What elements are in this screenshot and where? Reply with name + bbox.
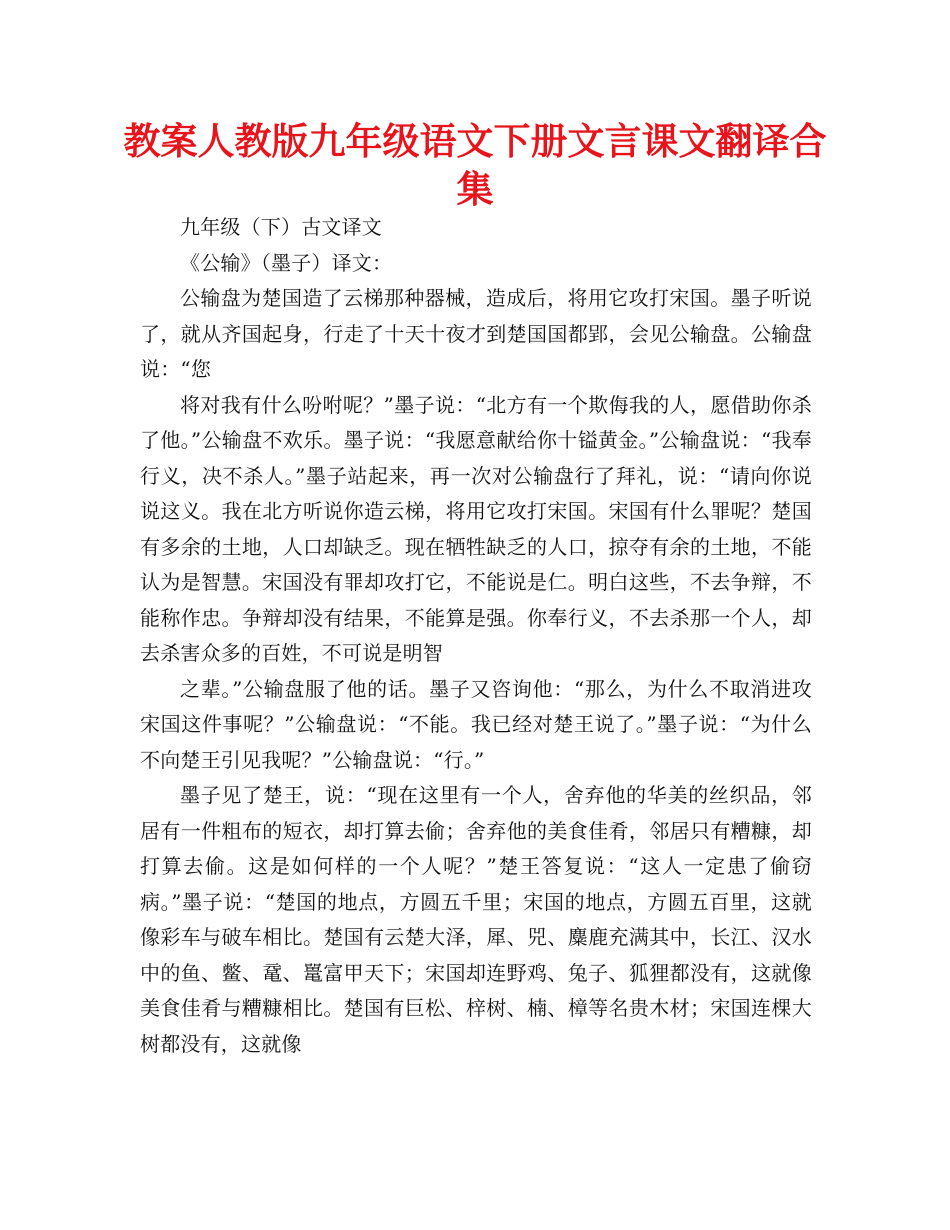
paragraph: 将对我有什么吩咐呢？”墨子说：“北方有一个欺侮我的人，愿借助你杀了他。”公输盘不欢乐。墨子说：“我愿意献给你十镒黄金。”公输盘说：“我奉行义，决不杀人。”墨子站起来，再一次对公输盘行了拜礼，说：“请向你说说这义。我在北方听说你造云梯，将用它攻打宋国。宋国有什么罪呢？楚国有多余的土地，人口却缺乏。现在牺牲缺乏的人口，掠夺有余的土地，不能认为是智慧。宋国没有罪却攻打它，不能说是仁。明白这些，不去争辩，不能称作忠。争辩却没有结果，不能算是强。你奉行义，不去杀那一个人，却去杀害众多的百姓，不可说是明智 [140, 392, 812, 665]
paragraph: 墨子见了楚王，说：“现在这里有一个人，舍弃他的华美的丝织品，邻居有一件粗布的短衣，却打算去偷；舍弃他的美食佳肴，邻居只有糟糠，却打算去偷。这是如何样的一个人呢？”楚王答复说：“这人一定患了偷窃病。”墨子说：“楚国的地点，方圆五千里；宋国的地点，方圆五百里，这就像彩车与破车相比。楚国有云楚大泽，犀、兕、麋鹿充满其中，长江、汉水中的鱼、鳖、鼋、鼍富甲天下；宋国却连野鸡、兔子、狐狸都没有，这就像美食佳肴与糟糠相比。楚国有巨松、梓树、楠、樟等名贵木材；宋国连棵大树都没有，这就像 [140, 783, 812, 1056]
document-title: 教案人教版九年级语文下册文言课文翻译合集 [123, 120, 827, 211]
paragraph: 公输盘为楚国造了云梯那种器械，造成后，将用它攻打宋国。墨子听说了，就从齐国起身，行走了十天十夜才到楚国国都郢，会见公输盘。公输盘说：“您 [140, 286, 812, 381]
paragraph-heading-grade: 九年级（下）古文译文 [180, 215, 382, 239]
paragraph-heading-gongshu: 《公输》（墨子）译文： [180, 250, 393, 275]
document-body [140, 210, 812, 1062]
paragraph: 之辈。”公输盘服了他的话。墨子又咨询他：“那么，为什么不取消进攻宋国这件事呢？”公输盘说：“不能。我已经对楚王说了。”墨子说：“为什么不向楚王引见我呢？”公输盘说：“行。” [140, 676, 812, 772]
